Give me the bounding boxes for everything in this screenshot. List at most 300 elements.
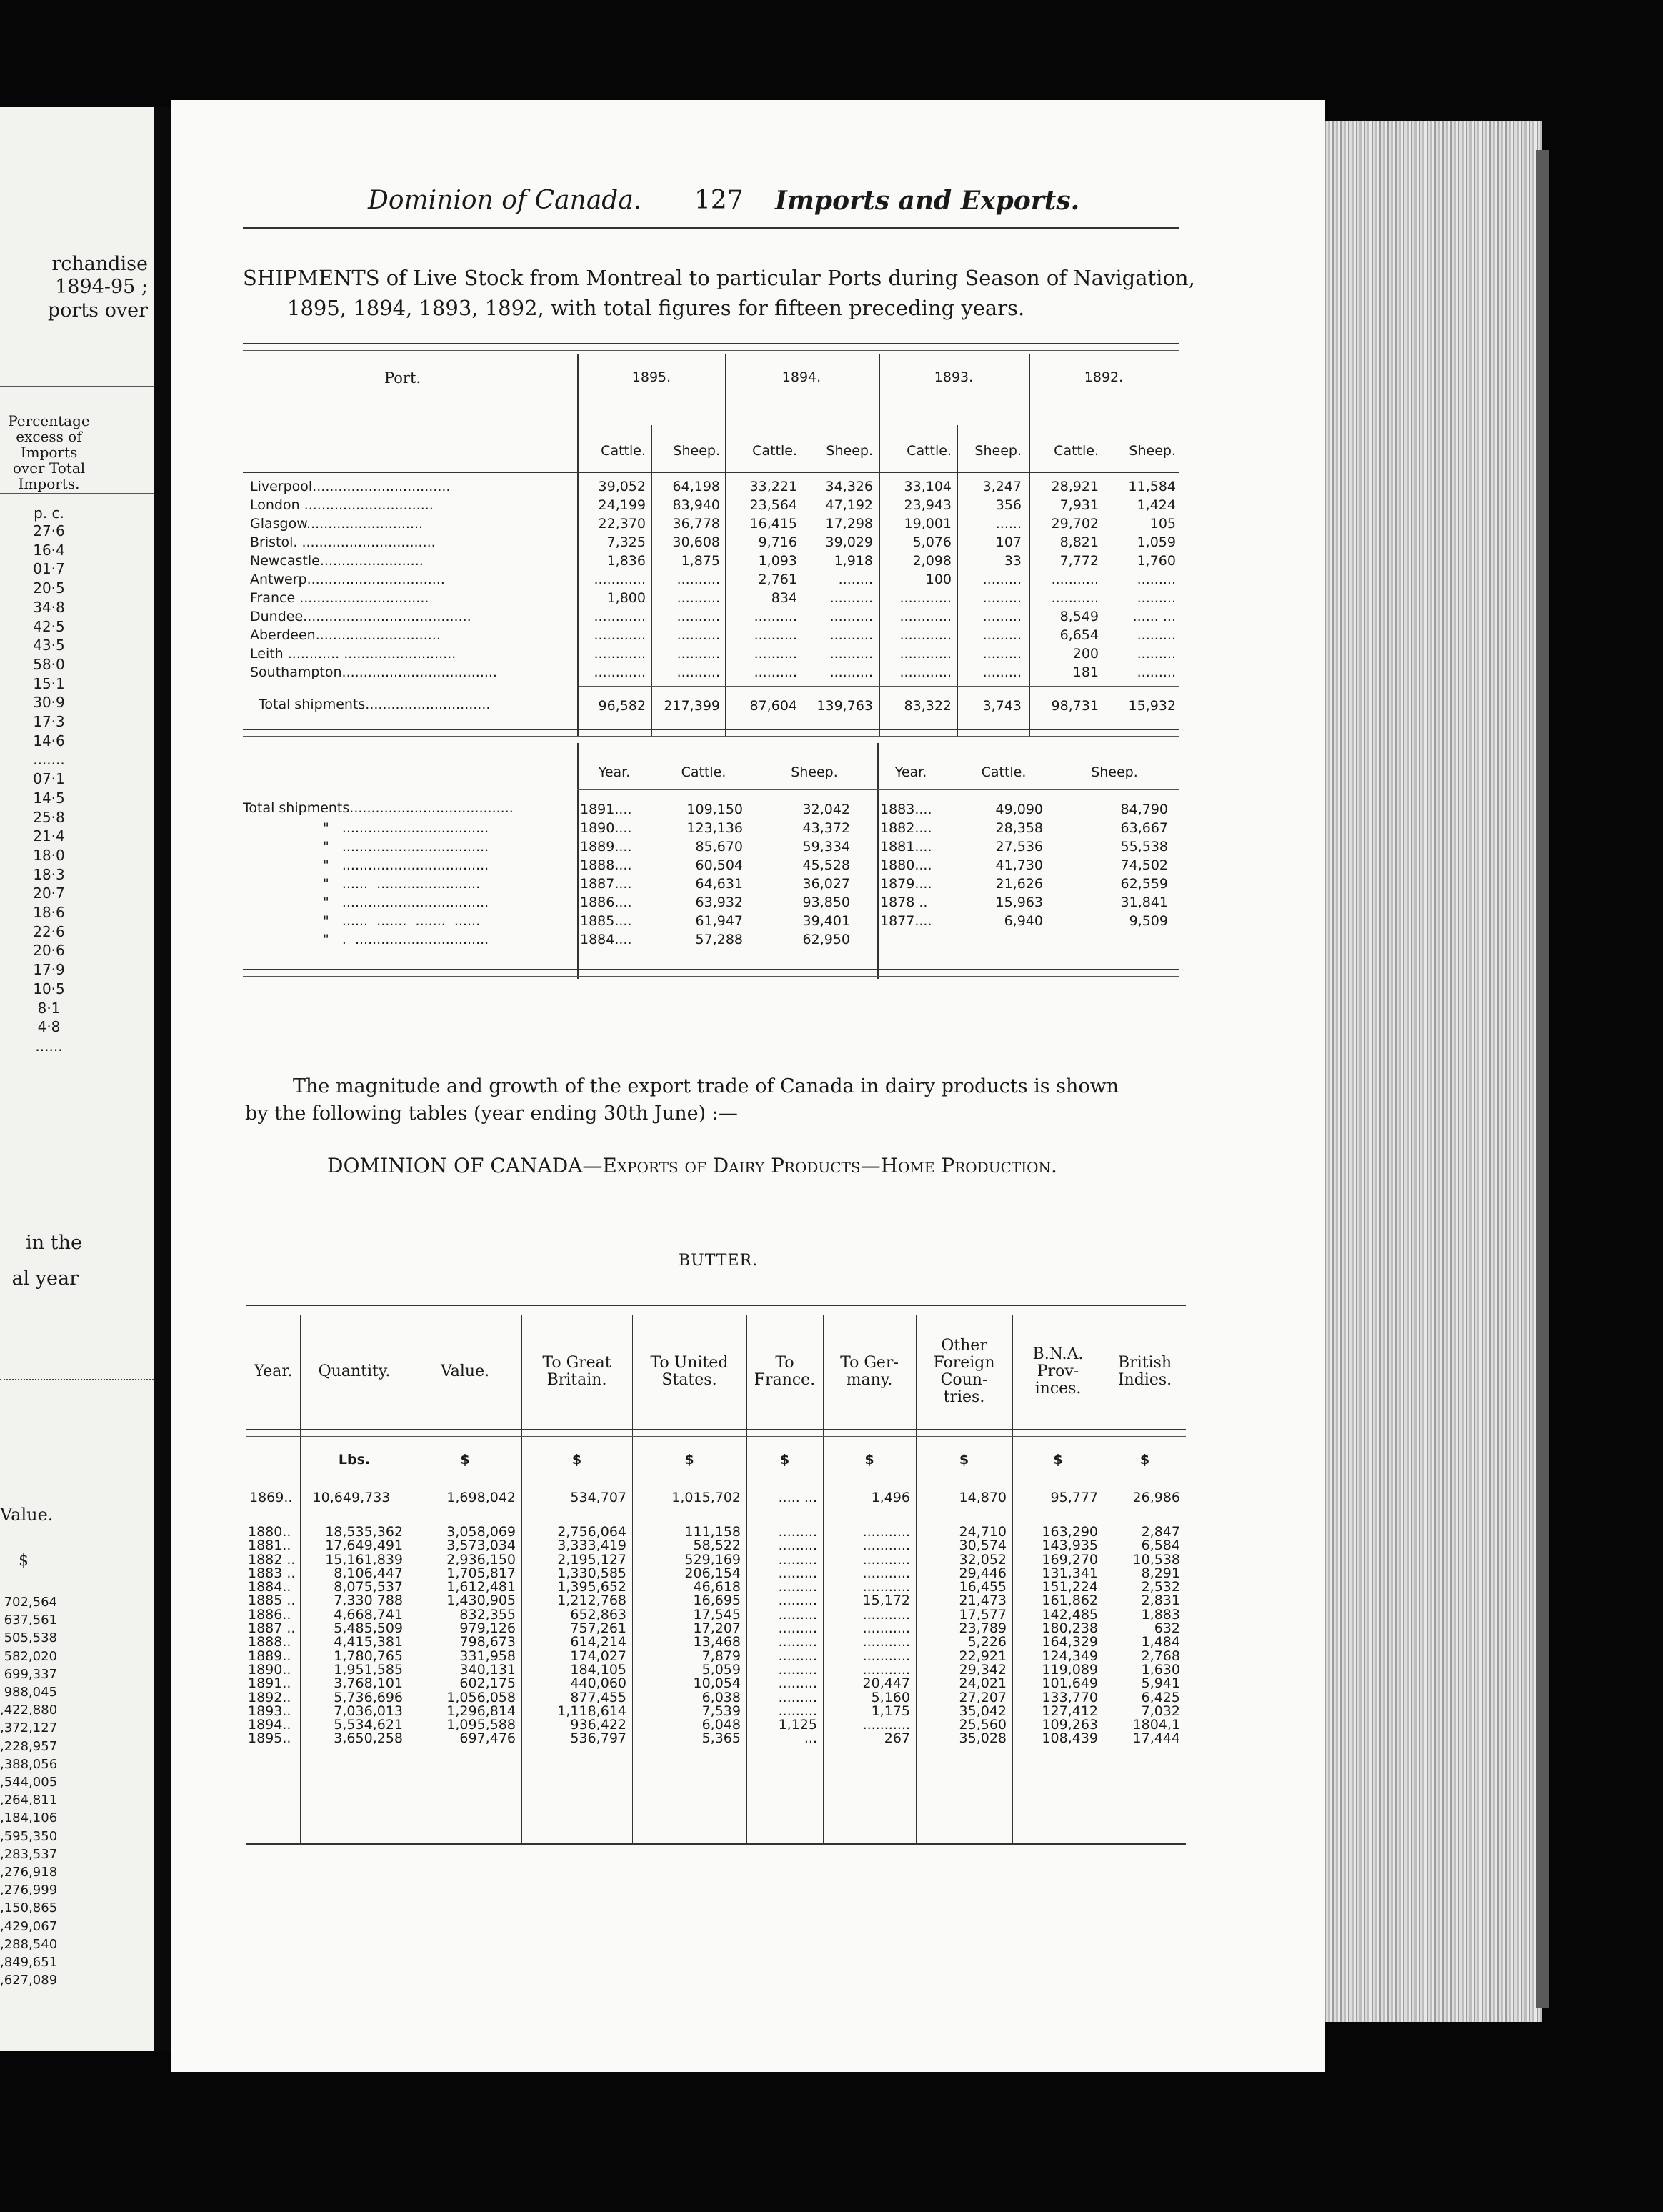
cell: 1,698,042 <box>446 1490 516 1505</box>
cell: 151,224 <box>1042 1579 1098 1595</box>
shipments-title-line1: SHIPMENTS of Live Stock from Montreal to particular Ports during Season of Navigation, <box>243 266 1195 290</box>
cell: 1892.. <box>248 1689 291 1705</box>
shipment-value: 8,821 <box>1059 534 1099 550</box>
cell: 32,052 <box>959 1551 1007 1568</box>
history-value: 45,528 <box>802 857 850 873</box>
shipment-value: .......... <box>829 627 873 643</box>
shipment-value: 7,325 <box>606 534 646 550</box>
cell: 7,036,013 <box>334 1703 403 1719</box>
history-value: 1881.... <box>880 839 932 855</box>
butter-column <box>300 1525 403 1746</box>
history-value: 1891.... <box>580 802 632 817</box>
cell: ......... <box>778 1579 817 1595</box>
percentage-value: 16·4 <box>33 541 65 559</box>
header-line: To <box>775 1354 794 1372</box>
divider <box>0 493 154 494</box>
percentage-value: 25·8 <box>33 808 65 826</box>
table-rule <box>243 969 1179 970</box>
history-value: 59,334 <box>802 839 850 855</box>
table-rule <box>246 1843 1186 1845</box>
running-header-right: Imports and Exports. <box>775 186 1080 216</box>
butter-column <box>248 1525 299 1746</box>
shipment-value: .......... <box>754 664 797 680</box>
header-line: Britain. <box>546 1371 607 1389</box>
history-header: Sheep. <box>1091 764 1138 780</box>
shipment-value: 39,052 <box>598 479 646 494</box>
shipment-value: 19,001 <box>904 516 952 532</box>
value-value: ,276,918 <box>0 1865 58 1880</box>
cell: 109,263 <box>1042 1717 1098 1733</box>
cell: 1,780,765 <box>334 1648 403 1664</box>
cell: 35,042 <box>959 1703 1007 1719</box>
header-line: Coun- <box>940 1371 988 1389</box>
cell: 5,941 <box>1141 1675 1180 1692</box>
shipment-value: 1,059 <box>1137 534 1176 550</box>
history-value: 1888.... <box>580 857 632 873</box>
cell: ......... <box>778 1675 817 1692</box>
cell: 5,534,621 <box>334 1717 403 1733</box>
cell: 1894.. <box>248 1717 291 1733</box>
shipment-value: ......... <box>982 646 1022 662</box>
cell: 17,577 <box>959 1606 1007 1623</box>
value-value: ,595,350 <box>0 1828 58 1844</box>
history-value: 31,841 <box>1120 895 1168 910</box>
cell: 25,560 <box>959 1717 1007 1733</box>
shipment-value: .......... <box>829 664 873 680</box>
cell: ........... <box>862 1620 910 1637</box>
cell: 35,028 <box>959 1730 1007 1747</box>
history-value: 109,150 <box>686 802 743 817</box>
cell: ........... <box>862 1661 910 1678</box>
shipment-value: 33 <box>1004 553 1022 569</box>
butter-column <box>409 1525 516 1746</box>
cell: 1,430,905 <box>446 1593 516 1609</box>
butter-column-header <box>916 1337 1012 1406</box>
table-rule <box>246 1429 1186 1430</box>
butter-column <box>823 1525 910 1746</box>
total-value: 15,932 <box>1128 698 1176 714</box>
percentage-header-line: Percentage <box>8 412 90 429</box>
butter-column <box>1012 1525 1098 1746</box>
shipment-value: .......... <box>829 609 873 624</box>
cell: 101,649 <box>1042 1675 1098 1692</box>
cell: 1,296,814 <box>446 1703 516 1719</box>
port-name: London .............................. <box>250 497 434 513</box>
percentage-value: 21·4 <box>33 827 65 845</box>
table-rule <box>577 789 1179 790</box>
shipment-value: 1,800 <box>606 590 646 606</box>
cell: 440,060 <box>570 1675 626 1692</box>
shipment-value: 47,192 <box>825 497 873 513</box>
shipment-value: 22,370 <box>598 516 646 532</box>
cell: 697,476 <box>459 1730 516 1747</box>
cell: 4,415,381 <box>334 1634 403 1650</box>
cell: ......... <box>778 1634 817 1650</box>
cell: 614,214 <box>570 1634 626 1650</box>
ditto-row: " .................................. <box>323 820 489 836</box>
port-name: Bristol. ............................... <box>250 534 436 550</box>
history-value: 41,730 <box>995 857 1043 873</box>
shipment-value: .......... <box>754 627 797 643</box>
cell: 17,207 <box>693 1620 741 1637</box>
unit-label: $ <box>1139 1452 1150 1468</box>
shipment-value: 29,702 <box>1051 516 1099 532</box>
dairy-paragraph-line1: The magnitude and growth of the export trade of Canada in dairy products is shown <box>293 1075 1119 1097</box>
cell: ........... <box>862 1524 910 1540</box>
header-line: To Great <box>542 1354 611 1372</box>
cell: ......... <box>778 1565 817 1581</box>
cell: 108,439 <box>1042 1730 1098 1747</box>
sheep-subheader: Sheep. <box>826 443 873 459</box>
port-name: Liverpool................................ <box>250 479 451 494</box>
ditto-row: " .................................. <box>323 857 489 873</box>
percentage-value: 01·7 <box>33 560 65 578</box>
cell: 1889.. <box>248 1648 291 1664</box>
value-value: ,283,537 <box>0 1846 58 1862</box>
butter-column <box>632 1525 741 1746</box>
port-name: Glasgow........................... <box>250 516 424 532</box>
cell: 163,290 <box>1042 1524 1098 1540</box>
percentage-header-line: Imports <box>20 444 78 461</box>
ditto-row: " ...... ........................ <box>323 876 481 892</box>
table-rule <box>243 729 1179 730</box>
cell: 164,329 <box>1042 1634 1098 1650</box>
shipment-value: 24,199 <box>598 497 646 513</box>
cell: 26,986 <box>1132 1490 1180 1505</box>
cell: 16,695 <box>693 1593 741 1609</box>
history-value: 60,504 <box>695 857 743 873</box>
history-value: 1889.... <box>580 839 632 855</box>
history-value: 1884.... <box>580 932 632 947</box>
value-column-header: Value. <box>0 1505 54 1525</box>
left-page-text-line: in the <box>26 1232 82 1254</box>
shipment-column <box>569 477 646 682</box>
cell: 5,365 <box>701 1730 741 1747</box>
cell: 21,473 <box>959 1593 1007 1609</box>
percentage-header-line: over Total <box>12 459 86 477</box>
cell: 15,161,839 <box>325 1551 403 1568</box>
percentage-value: 17·3 <box>33 713 65 731</box>
header-line: Other <box>941 1337 987 1355</box>
page-edges-shadow <box>1536 150 1549 2008</box>
cell: 832,355 <box>459 1606 516 1623</box>
cell: ......... <box>778 1703 817 1719</box>
header-line: many. <box>846 1371 893 1389</box>
cell: 1,118,614 <box>557 1703 626 1719</box>
port-name: Aberdeen............................. <box>250 627 441 643</box>
header-line: Value. <box>440 1362 490 1380</box>
history-value: 84,790 <box>1120 802 1168 817</box>
shipment-value: 39,029 <box>825 534 873 550</box>
cell: ........... <box>862 1579 910 1595</box>
history-header: Year. <box>598 764 631 780</box>
cell: 180,238 <box>1042 1620 1098 1637</box>
shipment-value: ...... <box>995 516 1022 532</box>
total-value: 96,582 <box>598 698 646 714</box>
shipment-value: 105 <box>1149 516 1176 532</box>
sheep-subheader: Sheep. <box>974 443 1022 459</box>
year-header: 1894. <box>781 369 821 385</box>
unit-label: $ <box>959 1452 969 1468</box>
table-rule <box>243 736 1179 737</box>
cell: 184,105 <box>570 1661 626 1678</box>
history-value: 1883.... <box>880 802 932 817</box>
cell: 267 <box>884 1730 910 1747</box>
value-value: 582,020 <box>4 1648 57 1664</box>
cell: 1,015,702 <box>671 1490 741 1505</box>
butter-column-header <box>746 1355 823 1389</box>
history-total-label: Total shipments...................................... <box>243 800 514 816</box>
left-page-fragment <box>0 107 154 2051</box>
cell: 5,226 <box>967 1634 1007 1650</box>
percentage-column-header <box>0 413 98 492</box>
cell: 2,831 <box>1141 1593 1180 1609</box>
shipment-value: 7,772 <box>1059 553 1099 569</box>
percentage-value: ...... <box>35 1037 63 1055</box>
cell: 1888.. <box>248 1634 291 1650</box>
cell: ......... <box>778 1593 817 1609</box>
shipment-value: ............ <box>594 572 646 587</box>
percentage-value: 22·6 <box>33 922 65 940</box>
cell: 6,038 <box>701 1689 741 1705</box>
history-value: 15,963 <box>995 895 1043 910</box>
history-value: 27,536 <box>995 839 1043 855</box>
shipment-value: 16,415 <box>749 516 797 532</box>
percentage-value: 18·6 <box>33 904 65 922</box>
percentage-values <box>0 522 98 1056</box>
left-page-text-line: 1894-95 ; <box>55 276 148 298</box>
history-value: 57,288 <box>695 932 743 947</box>
cell: 5,160 <box>871 1689 910 1705</box>
dairy-section-title: DOMINION OF CANADA—Exports of Dairy Products—Home Production. <box>327 1154 1057 1177</box>
percentage-value: 20·5 <box>33 579 65 597</box>
history-column <box>964 800 1043 930</box>
value-value: ,388,056 <box>0 1756 58 1772</box>
shipment-value: ......... <box>1137 590 1176 606</box>
cell: 10,538 <box>1132 1551 1180 1568</box>
value-value: ,150,865 <box>0 1900 58 1916</box>
shipment-value: 7,931 <box>1059 497 1099 513</box>
cell: 1,125 <box>778 1717 817 1733</box>
cell: 24,021 <box>959 1675 1007 1692</box>
shipment-value: ............ <box>899 664 952 680</box>
percentage-value: 4·8 <box>37 1018 61 1036</box>
running-header-left: Dominion of Canada. <box>368 186 642 215</box>
butter-column <box>521 1525 626 1746</box>
dairy-paragraph-line2: by the following tables (year ending 30th June) :— <box>245 1102 738 1125</box>
table-rule <box>579 686 1179 687</box>
shipment-column <box>720 477 797 682</box>
cell: 6,425 <box>1141 1689 1180 1705</box>
cell: 1890.. <box>248 1661 291 1678</box>
cell: ........... <box>862 1634 910 1650</box>
shipment-value: 1,760 <box>1137 553 1176 569</box>
shipment-value: ............ <box>899 590 952 606</box>
shipment-value: 1,093 <box>758 553 797 569</box>
history-value: 55,538 <box>1120 839 1168 855</box>
cell: ........... <box>862 1551 910 1568</box>
value-value: ,184,106 <box>0 1810 58 1826</box>
history-value: 1882.... <box>880 820 932 836</box>
history-value: 62,950 <box>802 932 850 947</box>
header-rule <box>243 227 1179 229</box>
cell: 17,649,491 <box>325 1538 403 1554</box>
cell: 17,444 <box>1132 1730 1180 1747</box>
column-rule <box>577 743 579 979</box>
percentage-value: 20·6 <box>33 942 65 960</box>
ditto-row: " . ............................... <box>323 932 489 947</box>
cell: 1895.. <box>248 1730 291 1747</box>
shipment-value: 2,098 <box>912 553 952 569</box>
shipment-value: ........ <box>838 572 873 587</box>
shipment-value: 83,940 <box>672 497 720 513</box>
cell: 58,522 <box>693 1538 741 1554</box>
history-value: 85,670 <box>695 839 743 855</box>
percentage-value: 43·5 <box>33 637 65 654</box>
cell: ......... <box>778 1551 817 1568</box>
cell: 1880.. <box>248 1524 291 1540</box>
shipment-value: 1,918 <box>834 553 873 569</box>
cell: ........... <box>862 1538 910 1554</box>
port-column-header: Port. <box>384 369 421 387</box>
cell: 1,496 <box>871 1490 910 1505</box>
shipment-value: .......... <box>754 646 797 662</box>
cell: 8,291 <box>1141 1565 1180 1581</box>
table-rule <box>243 343 1179 344</box>
shipment-value: ......... <box>1137 627 1176 643</box>
history-header: Year. <box>894 764 927 780</box>
percentage-value: 20·7 <box>33 885 65 902</box>
history-value: 39,401 <box>802 913 850 929</box>
cell: 5,736,696 <box>334 1689 403 1705</box>
cell: ........... <box>862 1606 910 1623</box>
shipment-value: ............ <box>594 609 646 624</box>
cell: 2,936,150 <box>446 1551 516 1568</box>
cell: 1,612,481 <box>446 1579 516 1595</box>
cell: ..... ... <box>778 1490 817 1505</box>
cell: 1,705,817 <box>446 1565 516 1581</box>
history-value: 21,626 <box>995 876 1043 892</box>
total-value: 139,763 <box>816 698 873 714</box>
history-value: 123,136 <box>686 820 743 836</box>
shipment-value: 23,564 <box>749 497 797 513</box>
cell: 17,545 <box>693 1606 741 1623</box>
cell: 6,584 <box>1141 1538 1180 1554</box>
shipment-value: ............ <box>594 646 646 662</box>
ditto-row: " .................................. <box>323 839 489 855</box>
shipment-value: ......... <box>982 590 1022 606</box>
percentage-value: 34·8 <box>33 598 65 616</box>
value-value: ,228,957 <box>0 1738 58 1754</box>
shipment-value: 1,875 <box>681 553 720 569</box>
divider <box>0 386 154 387</box>
shipment-value: ............ <box>594 627 646 643</box>
header-line: Quantity. <box>318 1362 391 1380</box>
cell: 10,649,733 <box>312 1490 391 1505</box>
cell: 7,032 <box>1141 1703 1180 1719</box>
shipment-value: ......... <box>982 572 1022 587</box>
shipment-column <box>643 477 720 682</box>
cell: ........... <box>862 1717 910 1733</box>
cell: 936,422 <box>570 1717 626 1733</box>
dollar-unit-label: $ <box>19 1552 29 1570</box>
unit-label: Lbs. <box>338 1452 371 1468</box>
shipment-value: ............ <box>899 627 952 643</box>
cell: 14,870 <box>959 1490 1007 1505</box>
pc-unit-label: p. c. <box>34 504 64 522</box>
shipment-value: 64,198 <box>672 479 720 494</box>
percentage-value: 18·3 <box>33 865 65 883</box>
cell: 1882 .. <box>248 1551 296 1568</box>
percentage-value: 58·0 <box>33 655 65 673</box>
history-header: Sheep. <box>791 764 838 780</box>
cell: 1,951,585 <box>334 1661 403 1678</box>
header-line: States. <box>661 1371 717 1389</box>
cell: 133,770 <box>1042 1689 1098 1705</box>
cell: 3,573,034 <box>446 1538 516 1554</box>
cell: 206,154 <box>684 1565 741 1581</box>
butter-table-title: BUTTER. <box>679 1252 759 1270</box>
butter-column <box>1104 1525 1180 1746</box>
cell: 5,059 <box>701 1661 741 1678</box>
header-line: To United <box>650 1354 729 1372</box>
percentage-value: 07·1 <box>33 770 65 788</box>
header-line: Indies. <box>1117 1371 1172 1389</box>
history-value: 1877.... <box>880 913 932 929</box>
cell: 1881.. <box>248 1538 291 1554</box>
shipment-value: 181 <box>1072 664 1099 680</box>
history-header: Cattle. <box>681 764 726 780</box>
cell: 529,169 <box>684 1551 741 1568</box>
shipment-value: 107 <box>995 534 1022 550</box>
shipment-value: .......... <box>676 572 720 587</box>
cell: 2,768 <box>1141 1648 1180 1664</box>
cell: 7,539 <box>701 1703 741 1719</box>
cell: 536,797 <box>570 1730 626 1747</box>
cell: ........... <box>862 1565 910 1581</box>
cell: 27,207 <box>959 1689 1007 1705</box>
value-value: 505,538 <box>4 1630 57 1646</box>
value-value: ,264,811 <box>0 1793 58 1808</box>
history-value: 63,667 <box>1120 820 1168 836</box>
cell: 1,484 <box>1141 1634 1180 1650</box>
header-line: inces. <box>1034 1380 1082 1398</box>
cell: 29,446 <box>959 1565 1007 1581</box>
value-value: ,627,089 <box>0 1973 58 1988</box>
history-value: 1890.... <box>580 820 632 836</box>
history-value: 9,509 <box>1129 913 1168 929</box>
port-name: France .............................. <box>250 590 429 606</box>
table-rule <box>243 976 1179 977</box>
shipment-value: 5,076 <box>912 534 952 550</box>
cell: 331,958 <box>459 1648 516 1664</box>
butter-column-header <box>1104 1355 1186 1389</box>
cattle-subheader: Cattle. <box>907 443 952 459</box>
shipment-value: .......... <box>676 590 720 606</box>
cell: 1,056,058 <box>446 1689 516 1705</box>
history-value: 62,559 <box>1120 876 1168 892</box>
port-names <box>250 477 497 682</box>
cell: ......... <box>778 1689 817 1705</box>
butter-column-header <box>632 1355 746 1389</box>
header-line: Foreign <box>933 1354 995 1372</box>
year-header: 1892. <box>1084 369 1124 385</box>
header-line: British <box>1117 1354 1172 1372</box>
table-rule <box>243 350 1179 351</box>
port-name: Antwerp................................ <box>250 572 445 587</box>
cell: 174,027 <box>570 1648 626 1664</box>
shipment-value: .......... <box>676 646 720 662</box>
